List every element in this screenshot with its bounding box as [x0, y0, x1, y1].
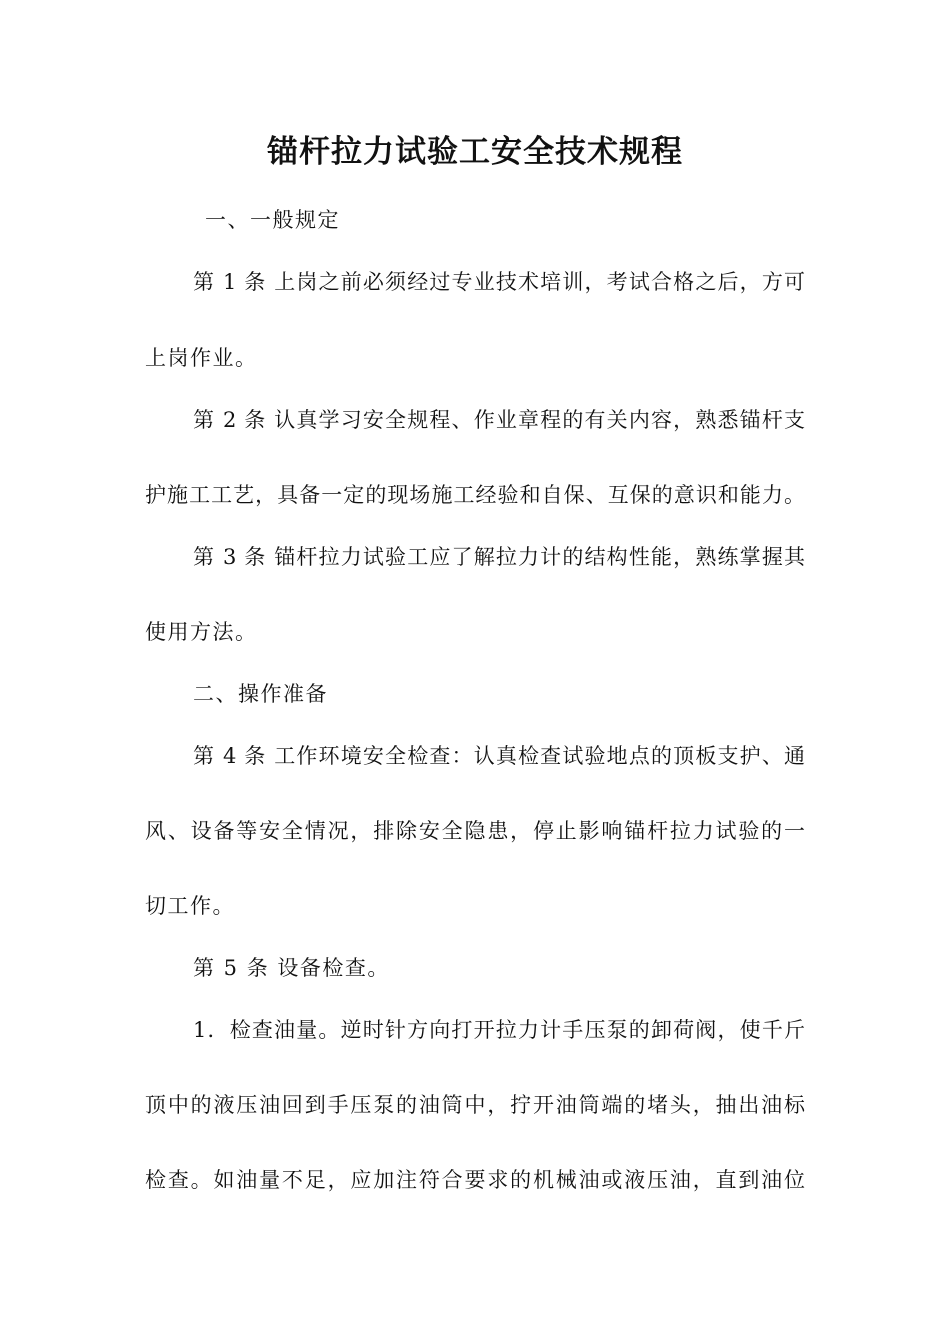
paragraph-line: 第 1 条 上岗之前必须经过专业技术培训，考试合格之后，方可: [193, 270, 805, 294]
paragraph-line: 1．检查油量。逆时针方向打开拉力计手压泵的卸荷阀，使千斤: [193, 1018, 805, 1042]
paragraph-line: 顶中的液压油回到手压泵的油筒中，拧开油筒端的堵头，抽出油标: [145, 1093, 805, 1117]
paragraph-line: 上岗作业。: [145, 346, 258, 370]
document-title: 锚杆拉力试验工安全技术规程: [267, 134, 683, 170]
paragraph-line: 切工作。: [145, 894, 235, 918]
section-heading-preparation: 二、操作准备: [193, 682, 328, 706]
paragraph-line: 第 4 条 工作环境安全检查：认真检查试验地点的顶板支护、通: [193, 744, 805, 768]
paragraph-line: 第 2 条 认真学习安全规程、作业章程的有关内容，熟悉锚杆支: [193, 408, 805, 432]
paragraph-line: 护施工工艺，具备一定的现场施工经验和自保、互保的意识和能力。: [145, 483, 805, 507]
paragraph-line: 使用方法。: [145, 620, 258, 644]
section-heading-general: 一、一般规定: [205, 208, 340, 232]
paragraph-line: 第 5 条 设备检查。: [193, 956, 390, 980]
paragraph-line: 检查。如油量不足，应加注符合要求的机械油或液压油，直到油位: [145, 1168, 805, 1192]
paragraph-line: 第 3 条 锚杆拉力试验工应了解拉力计的结构性能，熟练掌握其: [193, 545, 805, 569]
paragraph-line: 风、设备等安全情况，排除安全隐患，停止影响锚杆拉力试验的一: [145, 819, 805, 843]
